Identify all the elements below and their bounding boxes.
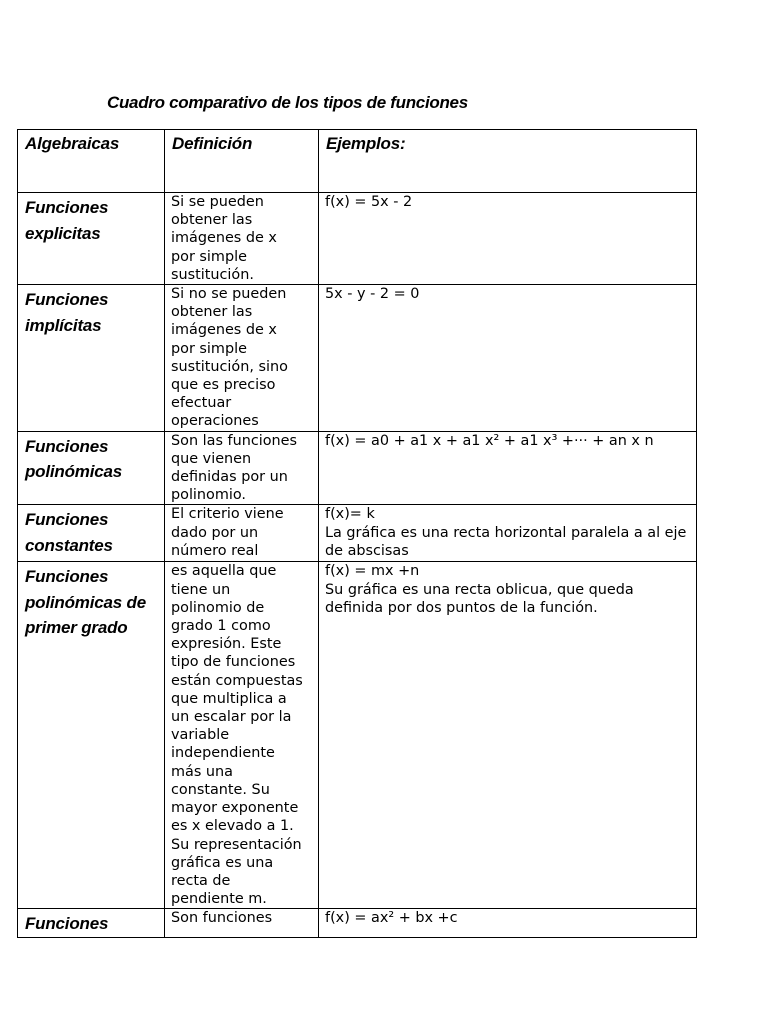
header-cell-ejemplos (319, 130, 697, 193)
example-line: La gráfica es una recta horizontal paralela a al eje de abscisas (325, 524, 687, 559)
examples-cell (319, 909, 697, 938)
function-type-name: Funciones constantes (25, 510, 113, 555)
table-header-row (18, 130, 697, 193)
header-label: Algebraicas (25, 134, 120, 153)
definition-text: Son funciones (171, 910, 273, 927)
examples-text (319, 432, 696, 450)
table-row (18, 285, 697, 432)
function-type-name: Funciones polinómicas (25, 436, 122, 482)
table-row (18, 505, 697, 562)
row-name-cell (18, 909, 165, 938)
definition-cell (165, 285, 319, 432)
examples-cell (319, 562, 697, 909)
row-name-cell (18, 431, 165, 505)
function-type-name: Funciones polinómicas de primer grado (25, 567, 146, 638)
example-line: f(x) = 5x - 2 (325, 194, 413, 210)
examples-cell (319, 285, 697, 432)
example-line: f(x) = mx +n (325, 563, 420, 580)
comparison-table (17, 129, 697, 938)
header-cell-algebraicas (18, 130, 165, 193)
table-row (18, 562, 697, 909)
definition-text: Si se pueden obtener las imágenes de x por simple sustitución. (171, 194, 277, 283)
header-label: Ejemplos: (326, 134, 406, 153)
function-type-name: Funciones explicitas (25, 198, 109, 243)
examples-text (319, 285, 696, 303)
example-line: f(x) = ax² + bx +c (325, 910, 458, 927)
table-row (18, 431, 697, 505)
definition-text: Si no se pueden obtener las imágenes de x por simple sustitución, sino que es preciso efectuar operaciones (171, 286, 288, 430)
definition-cell (165, 505, 319, 562)
definition-text: Son las funciones que vienen definidas por un polinomio. (171, 432, 298, 504)
examples-cell (319, 193, 697, 285)
examples-cell (319, 431, 697, 505)
example-line: f(x)= k (325, 506, 375, 523)
definition-cell (165, 562, 319, 909)
row-name-cell (18, 285, 165, 432)
document-title: Cuadro comparativo de los tipos de funciones (107, 93, 468, 112)
row-name-cell (18, 562, 165, 909)
definition-cell (165, 193, 319, 285)
examples-text (319, 909, 696, 927)
examples-text (319, 562, 696, 617)
definition-text: es aquella que tiene un polinomio de grado 1 como expresión. Este tipo de funciones están compuestas que multiplica a un escalar por la variable independiente más una constante. Su mayor exponente es x elevado a 1. Su representación gráfica es una recta de pendiente m. (171, 563, 303, 908)
definition-cell (165, 909, 319, 938)
examples-text (319, 193, 696, 211)
example-line: f(x) = a0 + a1 x + a1 x² + a1 x³ +··· + an x n (325, 432, 654, 449)
table-row (18, 909, 697, 938)
example-line: Su gráfica es una recta oblicua, que queda definida por dos puntos de la función. (325, 581, 634, 616)
function-type-name: Funciones implícitas (25, 290, 109, 335)
definition-cell (165, 431, 319, 505)
example-line: 5x - y - 2 = 0 (325, 286, 420, 303)
examples-cell (319, 505, 697, 562)
header-label: Definición (172, 134, 253, 153)
row-name-cell (18, 505, 165, 562)
row-name-cell (18, 193, 165, 285)
function-type-name: Funciones (25, 914, 109, 934)
header-cell-definicion (165, 130, 319, 193)
examples-text (319, 505, 696, 560)
table-row (18, 193, 697, 285)
definition-text: El criterio viene dado por un número real (171, 506, 284, 559)
